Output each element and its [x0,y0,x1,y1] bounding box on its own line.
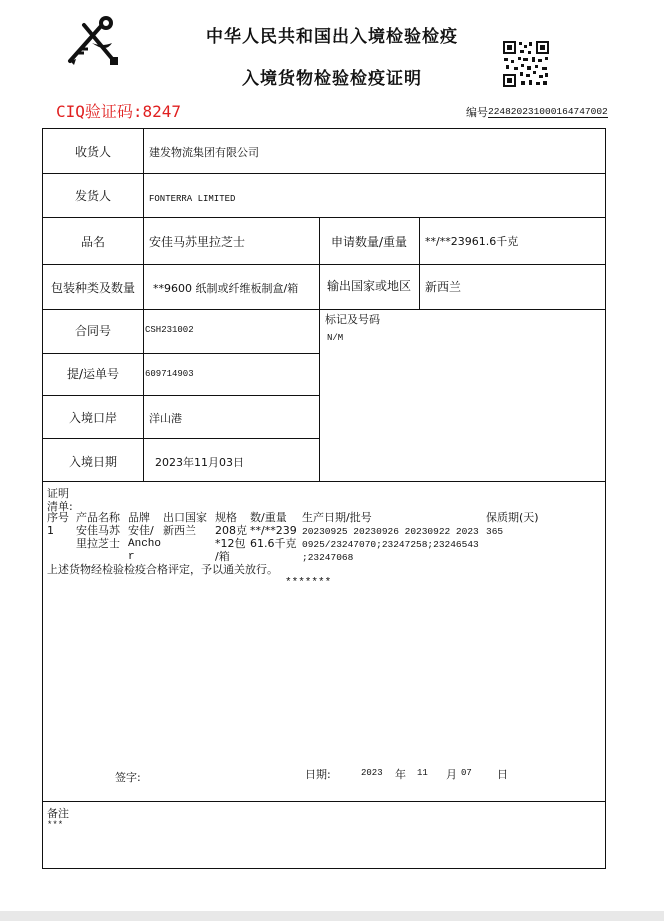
signature-label: 签字: [115,771,141,784]
serial-number [466,104,608,120]
col-qty: 数/重量 [250,511,287,524]
row-qty-line2: 61.6千克 [250,537,297,550]
issue-date-month: 11 [417,768,428,778]
row-batch-line3: ;23247068 [302,552,354,563]
certificate-statement: 上述货物经检验检疫合格评定，予以通关放行。 [47,563,278,576]
certificate-form [42,128,606,869]
document-title-line2: 入境货物检验检疫证明 [242,69,422,89]
port-label: 入境口岸 [68,411,117,425]
package-label: 包装种类及数量 [50,281,135,295]
certificate-stars: ******* [285,577,332,589]
col-batch: 生产日期/批号 [302,511,372,524]
col-country: 出口国家 [163,511,207,524]
serial-value: 224820231000164747002 [488,106,608,117]
product-value: 安佳马苏里拉芝士 [149,235,246,249]
day-unit: 日 [497,768,508,781]
port-value: 洋山港 [149,412,182,425]
row-brand-line2: Ancho [128,538,162,550]
marks-value: N/M [327,333,344,343]
month-unit: 月 [446,768,457,781]
col-name: 产品名称 [76,511,120,524]
product-label: 品名 [80,235,105,249]
issue-date-year: 2023 [361,768,383,778]
entry-date-label: 入境日期 [68,455,117,469]
consignee-value: 建发物流集团有限公司 [149,146,259,159]
row-qty-line1: **/**239 [250,524,297,537]
consignor-value: FONTERRA LIMITED [149,194,236,204]
list-heading: 清单: [47,500,73,513]
serial-label: 编号 [466,106,488,119]
consignee-label: 收货人 [74,145,111,159]
remarks-value: *** [47,820,64,830]
page-bottom-edge [0,911,664,921]
issue-date-label: 日期: [305,768,331,781]
col-spec: 规格 [215,511,237,524]
entry-date-value: 2023年11月03日 [155,456,244,469]
document-title-line1: 中华人民共和国出入境检验检疫 [206,27,458,47]
col-shelf: 保质期(天) [486,511,539,524]
col-no: 序号 [47,511,69,524]
contract-value: CSH231002 [145,325,194,335]
row-spec-line3: /箱 [215,550,230,563]
row-name-line2: 里拉芝士 [76,537,120,550]
bl-value: 609714903 [145,369,194,379]
package-value: **9600 纸制或纤维板制盒/箱 [153,282,299,295]
ciq-logo [62,13,124,69]
certificate-heading: 证明 [47,487,69,500]
row-no: 1 [47,524,54,537]
col-brand: 品牌 [128,511,150,524]
contract-label: 合同号 [74,324,111,338]
row-brand-line1: 安佳/ [128,524,154,537]
qr-code [502,40,550,88]
bl-label: 提/运单号 [66,367,120,381]
quantity-value: **/**23961.6千克 [425,235,519,248]
origin-value: 新西兰 [425,280,462,294]
row-batch-line2: 0925/23247070;23247258;23246543 [302,539,479,550]
year-unit: 年 [395,768,406,781]
marks-label: 标记及号码 [325,313,380,326]
issue-date-day: 07 [461,768,472,778]
row-country: 新西兰 [163,524,196,537]
row-spec-line2: *12包 [215,537,246,550]
row-shelf: 365 [486,526,504,537]
consignor-label: 发货人 [74,189,111,203]
origin-label: 输出国家或地区 [326,279,411,293]
row-name-line1: 安佳马苏 [76,524,120,537]
remarks-label: 备注 [47,807,69,820]
quantity-label: 申请数量/重量 [330,235,408,249]
row-spec-line1: 208克 [215,524,247,537]
ciq-verification-code: CIQ验证码:8247 [56,102,182,121]
row-brand-line3: r [128,551,135,563]
row-batch-line1: 20230925 20230926 20230922 2023 [302,526,479,537]
